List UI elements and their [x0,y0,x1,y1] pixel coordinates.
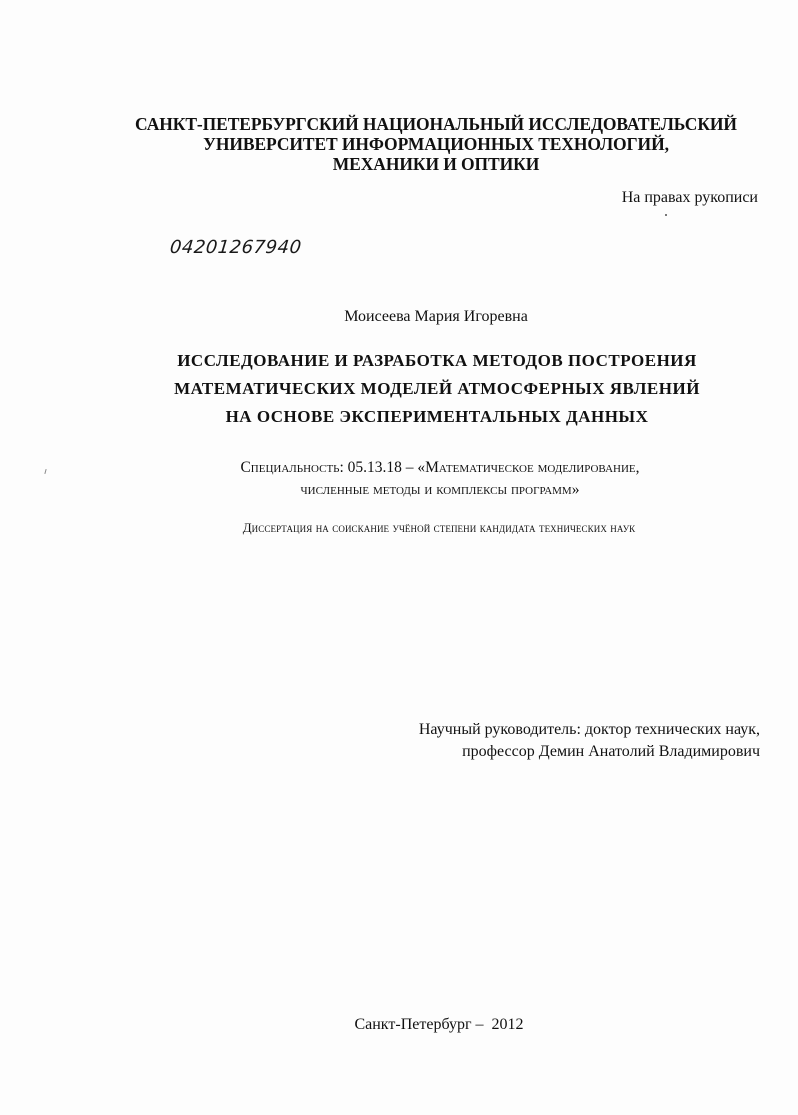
author-name: Моисеева Мария Игоревна [344,308,528,325]
supervisor-line-2: профессор Демин Анатолий Владимирович [462,743,760,760]
dissertation-title [0,347,798,431]
specialty-line-1: Специальность: 05.13.18 – «Математическое моделирование, [240,459,640,476]
university-line-3: МЕХАНИКИ И ОПТИКИ [332,154,540,174]
handwritten-registration-number: 04201267940 [168,237,303,258]
scan-speck [665,214,667,216]
title-line-2: МАТЕМАТИЧЕСКИХ МОДЕЛЕЙ АТМОСФЕРНЫХ ЯВЛЕНИЙ [174,379,700,398]
university-line-1: САНКТ-ПЕТЕРБУРГСКИЙ НАЦИОНАЛЬНЫЙ ИССЛЕДОВАТЕЛЬСКИЙ [135,114,737,134]
specialty-line-2: численные методы и комплексы программ» [300,481,580,498]
city-year: Санкт-Петербург – 2012 [354,1016,524,1033]
title-line-1: ИССЛЕДОВАНИЕ И РАЗРАБОТКА МЕТОДОВ ПОСТРОЕНИЯ [177,351,697,370]
university-name [0,114,798,174]
title-line-3: НА ОСНОВЕ ЭКСПЕРИМЕНТАЛЬНЫХ ДАННЫХ [225,407,649,426]
rights-notice: На правах рукописи [621,189,758,206]
specialty [0,457,798,501]
university-line-2: УНИВЕРСИТЕТ ИНФОРМАЦИОННЫХ ТЕХНОЛОГИЙ, [203,134,669,154]
supervisor-line-1: Научный руководитель: доктор технических наук, [418,721,760,738]
supervisor [419,719,760,763]
degree-statement: Диссертация на соискание учёной степени кандидата технических наук [242,520,636,535]
